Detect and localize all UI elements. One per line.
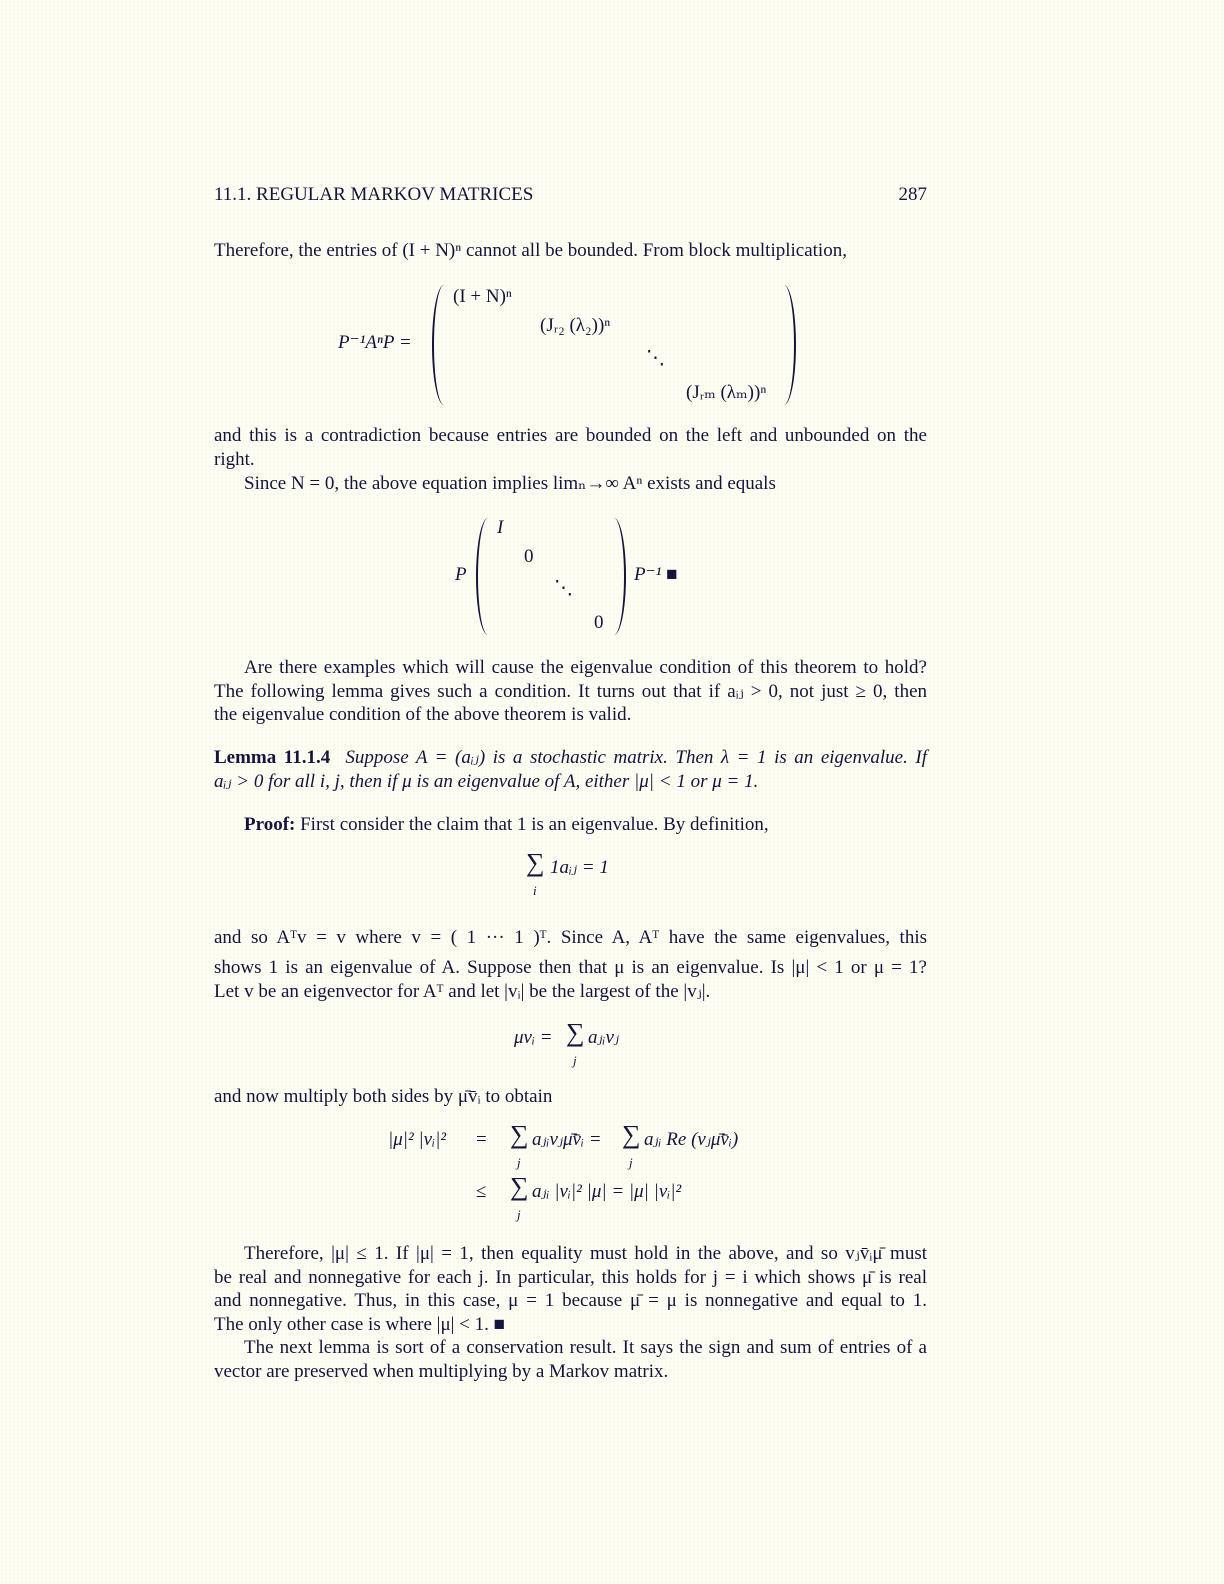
equation-body: aⱼᵢvⱼ	[588, 1027, 619, 1048]
left-paren	[476, 518, 496, 635]
paragraph-line: the eigenvalue condition of the above theorem is valid.	[214, 704, 632, 725]
paragraph-line: The next lemma is sort of a conservation result. It says the sign and sum of entries of a	[244, 1337, 927, 1358]
equation-body: 1aᵢⱼ = 1	[550, 857, 609, 878]
paragraph-line: Let v be an eigenvector for Aᵀ and let |vᵢ| be the largest of the |vⱼ|.	[214, 981, 711, 1002]
equation-lhs: P⁻¹AⁿP =	[338, 332, 412, 353]
equation-term: aⱼᵢ |vᵢ|² |μ| = |μ| |vᵢ|²	[532, 1181, 682, 1202]
sum-index: i	[533, 883, 537, 898]
paragraph-line: vector are preserved when multiplying by a Markov matrix.	[214, 1361, 669, 1382]
paragraph-line: right.	[214, 449, 255, 470]
left-paren	[432, 285, 452, 405]
lemma-label: Lemma 11.1.4	[214, 747, 331, 768]
paragraph-line: and this is a contradiction because entries are bounded on the left and unbounded on the	[214, 425, 927, 446]
matrix-P-inverse: P⁻¹ ■	[634, 564, 678, 585]
relation: =	[476, 1129, 487, 1150]
paragraph: and now multiply both sides by μ̄v̄ᵢ to obtain	[214, 1086, 553, 1107]
sum-index: j	[573, 1053, 577, 1068]
proof-line	[244, 814, 927, 836]
paragraph: Since N = 0, the above equation implies limₙ→∞ Aⁿ exists and equals	[244, 473, 776, 494]
sum-index: j	[517, 1207, 521, 1222]
relation: ≤	[476, 1181, 487, 1202]
equation-term: aⱼᵢ Re (vⱼμ̄v̄ᵢ)	[644, 1129, 739, 1150]
proof-label: Proof:	[244, 814, 296, 835]
matrix-entry: (Jᵣₘ (λₘ))ⁿ	[686, 382, 767, 403]
matrix-entry: 0	[524, 546, 534, 567]
paragraph-line: The following lemma gives such a condition. It turns out that if aᵢⱼ > 0, not just ≥ 0, then	[214, 681, 927, 702]
lemma-text: aᵢⱼ > 0 for all i, j, then if μ is an eigenvalue of A, either |μ| < 1 or μ = 1.	[214, 771, 759, 792]
paragraph-line: and nonnegative. Thus, in this case, μ = 1 because μ̄ = μ is nonnegative and equal to 1.	[214, 1290, 927, 1311]
matrix-entry: 0	[594, 612, 604, 633]
sum-symbol: ∑	[510, 1172, 529, 1201]
lemma-line	[214, 747, 927, 769]
paragraph-line: Are there examples which will cause the eigenvalue condition of this theorem to hold?	[244, 657, 927, 678]
running-header	[214, 184, 927, 206]
paragraph-line: Therefore, |μ| ≤ 1. If |μ| = 1, then equality must hold in the above, and so vⱼv̄ᵢμ̄ must	[244, 1243, 927, 1264]
lemma-text: Suppose A = (aᵢⱼ) is a stochastic matrix. Then λ = 1 is an eigenvalue. If	[345, 747, 927, 768]
proof-text: First consider the claim that 1 is an eigenvalue. By definition,	[300, 814, 769, 835]
sum-symbol: ∑	[566, 1018, 585, 1047]
matrix-P: P	[455, 564, 467, 585]
right-paren	[776, 285, 796, 405]
paragraph-line: shows 1 is an eigenvalue of A. Suppose then that μ is an eigenvalue. Is |μ| < 1 or μ = 1?	[214, 957, 927, 978]
paragraph-line: be real and nonnegative for each j. In particular, this holds for j = i which shows μ̄ is real	[214, 1267, 927, 1288]
sum-index: j	[629, 1155, 633, 1170]
page-number: 287	[898, 184, 927, 205]
matrix-entry: I	[497, 517, 504, 538]
matrix-dots: ⋱	[646, 348, 665, 369]
sum-index: j	[517, 1155, 521, 1170]
sum-symbol: ∑	[510, 1120, 529, 1149]
matrix-entry: (I + N)ⁿ	[453, 286, 512, 307]
matrix-dots: ⋱	[554, 578, 573, 599]
sum-symbol: ∑	[526, 848, 545, 877]
paragraph-line: and so Aᵀv = v where v = ( 1 ··· 1 )ᵀ. Since A, Aᵀ have the same eigenvalues, this	[214, 927, 927, 948]
paragraph-line: The only other case is where |μ| < 1. ■	[214, 1314, 506, 1335]
sum-symbol: ∑	[622, 1120, 641, 1149]
equation-lhs: |μ|² |vᵢ|²	[388, 1129, 447, 1150]
paragraph: Therefore, the entries of (I + N)ⁿ cannot all be bounded. From block multiplication,	[214, 240, 847, 261]
matrix-entry: (Jᵣ₂ (λ₂))ⁿ	[540, 315, 611, 336]
section-title: 11.1. REGULAR MARKOV MATRICES	[214, 184, 534, 205]
equation-lhs: μvᵢ =	[514, 1027, 553, 1048]
equation-term: aⱼᵢvⱼμ̄v̄ᵢ =	[532, 1129, 602, 1150]
right-paren	[606, 518, 626, 635]
